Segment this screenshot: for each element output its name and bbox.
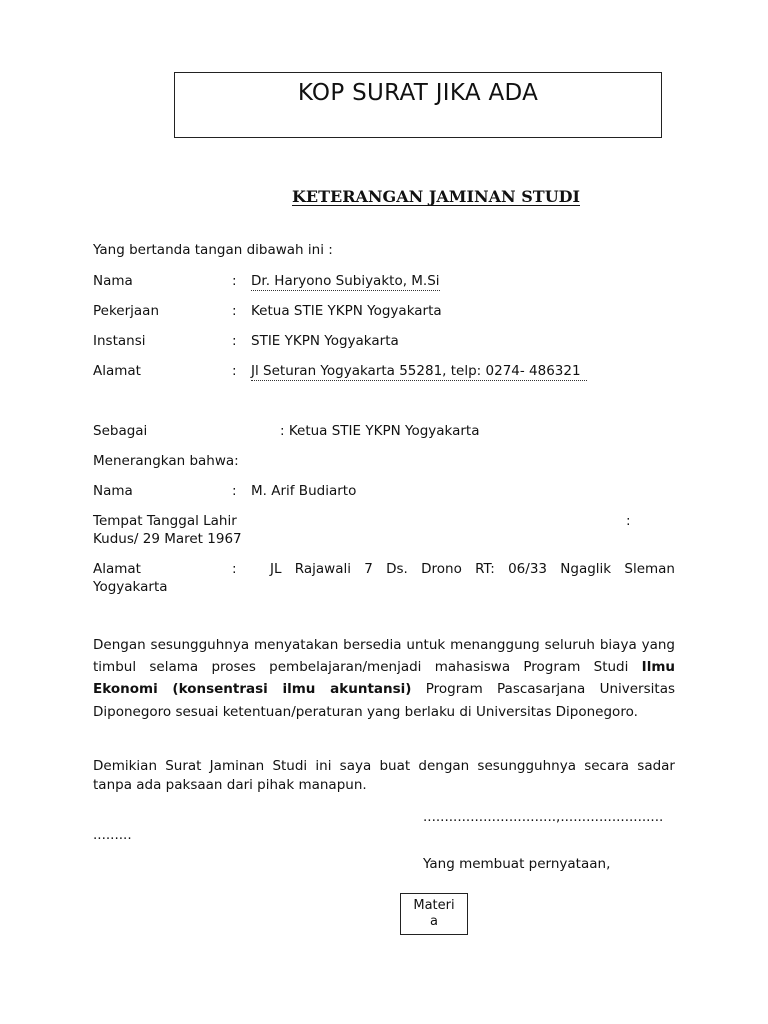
student-nama-colon: :: [232, 483, 237, 499]
signer-alamat-value: Jl Seturan Yogyakarta 55281, telp: 0274- 486321: [251, 362, 587, 381]
document-title: KETERANGAN JAMINAN STUDI: [292, 187, 580, 206]
materai-line2: a: [430, 914, 438, 929]
menerangkan-text: Menerangkan bahwa:: [93, 453, 239, 469]
signer-instansi-colon: :: [232, 333, 237, 349]
student-alamat-label: Alamat: [93, 561, 141, 577]
student-alamat-value-line1: JL Rajawali 7 Ds. Drono RT: 06/33 Ngaglik Sleman: [270, 561, 675, 577]
commitment-program-bold: Ilmu Ekonomi (konsentrasi ilmu akuntansi): [93, 659, 675, 698]
intro-text: Yang bertanda tangan dibawah ini :: [93, 242, 333, 258]
closing-paragraph: Demikian Surat Jaminan Studi ini saya buat dengan sesungguhnya secara sadar tanpa ada paksaan dari pihak manapun.: [93, 758, 675, 793]
materai-line1: Materi: [413, 898, 455, 913]
signer-alamat-label: Alamat: [93, 363, 141, 379]
student-alamat-colon: :: [232, 561, 237, 577]
sebagai-value: : Ketua STIE YKPN Yogyakarta: [280, 423, 480, 439]
letterhead-text: KOP SURAT JIKA ADA: [297, 80, 539, 106]
signer-pekerjaan-colon: :: [232, 303, 237, 319]
commitment-paragraph: [93, 634, 675, 723]
student-nama-value: M. Arif Budiarto: [251, 483, 357, 499]
letterhead-box: [174, 72, 662, 138]
sebagai-label: Sebagai: [93, 423, 148, 439]
signer-instansi-value: STIE YKPN Yogyakarta: [251, 333, 399, 349]
student-nama-label: Nama: [93, 483, 133, 499]
student-ttl-colon: :: [626, 513, 631, 529]
materai-stamp-box: [400, 893, 468, 935]
signer-instansi-label: Instansi: [93, 333, 146, 349]
signer-alamat-colon: :: [232, 363, 237, 379]
student-ttl-value: Kudus/ 29 Maret 1967: [93, 531, 242, 547]
place-date-line: ...............................,........................: [423, 809, 664, 825]
signer-pekerjaan-value: Ketua STIE YKPN Yogyakarta: [251, 303, 442, 319]
place-date-continuation: .........: [93, 827, 132, 843]
student-ttl-label: Tempat Tanggal Lahir: [93, 513, 237, 529]
student-alamat-value-line2: Yogyakarta: [93, 579, 168, 595]
signer-nama-value: Dr. Haryono Subiyakto, M.Si: [251, 273, 440, 289]
commitment-part1: Dengan sesungguhnya menyatakan bersedia untuk menanggung seluruh biaya yang timbul selama proses pembelajaran/menjadi mahasiswa Program Studi: [93, 637, 675, 676]
signature-label: Yang membuat pernyataan,: [423, 856, 611, 872]
signer-pekerjaan-label: Pekerjaan: [93, 303, 160, 319]
signer-nama-label: Nama: [93, 273, 133, 289]
commitment-part2: Program Pascasarjana Universitas Diponegoro sesuai ketentuan/peraturan yang berlaku di Universitas Diponegoro.: [93, 681, 675, 720]
signer-nama-colon: :: [232, 273, 237, 289]
